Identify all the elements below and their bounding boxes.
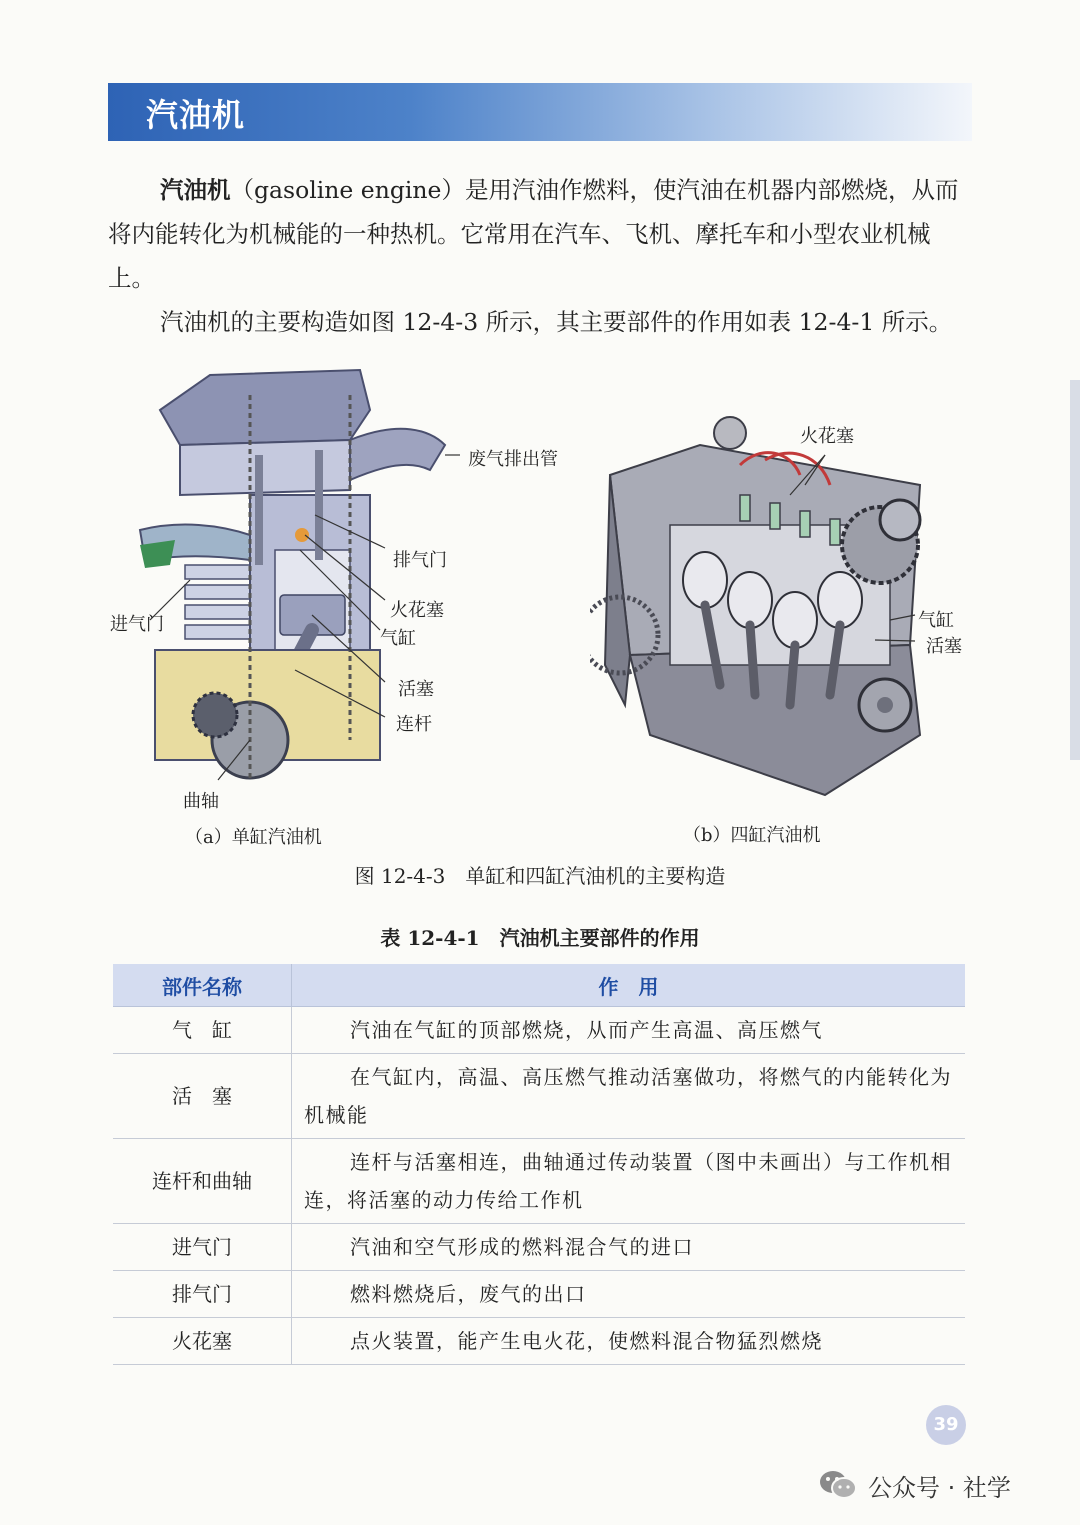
caption-single-cylinder: （a）单缸汽油机 [185, 827, 322, 848]
table-row [113, 1007, 965, 1054]
watermark-text: 公众号 · 社学 [868, 1473, 1011, 1502]
intro-paragraph-text: （gasoline engine）是用汽油作燃料，使汽油在机器内部燃烧，从而将内能转化为机械能的一种热机。它常用在汽车、飞机、摩托车和小型农业机械上。 [108, 176, 959, 292]
watermark [818, 1465, 1011, 1505]
table-row [113, 1318, 965, 1365]
part-function-cell: 在气缸内，高温、高压燃气推动活塞做功，将燃气的内能转化为机械能 [292, 1054, 966, 1139]
structure-paragraph: 汽油机的主要构造如图 12-4-3 所示，其主要部件的作用如表 12-4-1 所示。 [160, 308, 953, 336]
part-name-cell: 连杆和曲轴 [113, 1139, 292, 1224]
intro-paragraph [108, 168, 974, 300]
label-piston-b: 活塞 [926, 636, 962, 657]
figure-title: 图 12-4-3 单缸和四缸汽油机的主要构造 [354, 864, 726, 888]
label-piston-a: 活塞 [398, 679, 434, 700]
table-title: 表 12-4-1 汽油机主要部件的作用 [380, 926, 700, 950]
label-intake-valve: 进气门 [110, 614, 164, 635]
caption-four-cylinder: （b）四缸汽油机 [683, 825, 821, 846]
label-connecting-rod: 连杆 [396, 714, 432, 735]
label-spark-plug-a: 火花塞 [390, 600, 444, 621]
header-function: 作 用 [292, 964, 966, 1007]
table-row [113, 1054, 965, 1139]
part-function-cell: 汽油和空气形成的燃料混合气的进口 [292, 1224, 966, 1271]
part-function-cell: 汽油在气缸的顶部燃烧，从而产生高温、高压燃气 [292, 1007, 966, 1054]
label-exhaust-valve: 排气门 [393, 550, 447, 571]
page-number: 39 [926, 1405, 966, 1445]
table-row [113, 1271, 965, 1318]
single-cylinder-engine-illustration [100, 350, 580, 830]
label-crankshaft: 曲轴 [183, 791, 219, 812]
header-part-name: 部件名称 [113, 964, 292, 1007]
engine-parts-table [113, 964, 965, 1365]
wechat-icon [818, 1468, 858, 1502]
section-title: 汽油机 [146, 96, 246, 134]
page-edge [1070, 380, 1080, 760]
table-header-row [113, 964, 965, 1007]
table-row [113, 1224, 965, 1271]
part-name-cell: 排气门 [113, 1271, 292, 1318]
label-cylinder-b: 气缸 [918, 610, 954, 631]
term-gasoline-engine: 汽油机 [160, 176, 231, 204]
section-header [108, 83, 972, 141]
label-cylinder-a: 气缸 [380, 628, 416, 649]
part-name-cell: 火花塞 [113, 1318, 292, 1365]
part-name-cell: 进气门 [113, 1224, 292, 1271]
part-name-cell: 气 缸 [113, 1007, 292, 1054]
part-function-cell: 连杆与活塞相连，曲轴通过传动装置（图中未画出）与工作机相连，将活塞的动力传给工作机 [292, 1139, 966, 1224]
label-exhaust-pipe: 废气排出管 [468, 449, 558, 470]
part-function-cell: 燃料燃烧后，废气的出口 [292, 1271, 966, 1318]
label-spark-plug-b: 火花塞 [800, 426, 854, 447]
part-function-cell: 点火装置，能产生电火花，使燃料混合物猛烈燃烧 [292, 1318, 966, 1365]
table-row [113, 1139, 965, 1224]
part-name-cell: 活 塞 [113, 1054, 292, 1139]
